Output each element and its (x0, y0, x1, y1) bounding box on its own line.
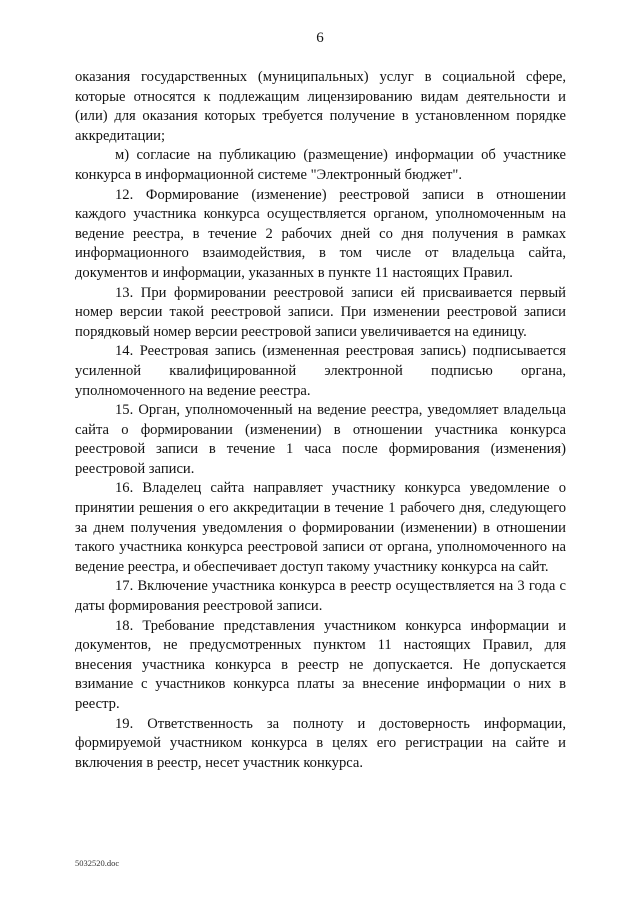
paragraph-19: 19. Ответственность за полноту и достоверность информации, формируемой участником конкурса в целях его регистрации на сайте и включения в реестр, несет участник конкурса. (75, 715, 566, 771)
document-body (75, 68, 566, 773)
paragraph-13: 13. При формировании реестровой записи ей присваивается первый номер версии такой реестровой записи. При изменении реестровой записи порядковый номер версии реестровой записи увеличивается на единицу. (75, 284, 566, 340)
paragraph-item-m: м) согласие на публикацию (размещение) информации об участнике конкурса в информационной системе "Электронный бюджет". (75, 147, 566, 183)
paragraph-14: 14. Реестровая запись (измененная реестровая запись) подписывается усиленной квалифицированной электронной подписью органа, уполномоченного на ведение реестра. (75, 343, 566, 399)
paragraph-18: 18. Требование представления участником конкурса информации и документов, не предусмотренных пунктом 11 настоящих Правил, для внесения участника конкурса в реестр не допускается. Не допускается взимание с участников конкурса платы за внесение информации о них в реестр. (75, 617, 566, 712)
paragraph-continuation: оказания государственных (муниципальных) услуг в социальной сфере, которые относятся к подлежащим лицензированию видам деятельности и (или) для оказания которых требуется получение в установленном порядке аккредитации; (75, 69, 566, 144)
paragraph-15: 15. Орган, уполномоченный на ведение реестра, уведомляет владельца сайта о формировании (изменении) в отношении участника конкурса реестровой записи в течение 1 часа после формирования (изменения) реестровой записи. (75, 402, 566, 477)
page-number: 6 (316, 30, 324, 46)
paragraph-16: 16. Владелец сайта направляет участнику конкурса уведомление о принятии решения о его аккредитации в течение 1 рабочего дня, следующего за днем получения уведомления о формировании (изменении) в отношении такого участника конкурса реестровой записи от органа, уполномоченного на ведение реестра, и обеспечивает доступ такому участнику конкурса на сайт. (75, 480, 566, 575)
paragraph-17: 17. Включение участника конкурса в реестр осуществляется на 3 года с даты формирования реестровой записи. (75, 578, 566, 615)
paragraph-12: 12. Формирование (изменение) реестровой записи в отношении каждого участника конкурса осуществляется органом, уполномоченным на ведение реестра, в течение 2 рабочих дней со дня получения в рамках информационного взаимодействия, в том числе от владельца сайта, документов и информации, указанных в пункте 11 настоящих Правил. (75, 186, 566, 281)
document-filename: 5032520.doc (75, 858, 120, 868)
